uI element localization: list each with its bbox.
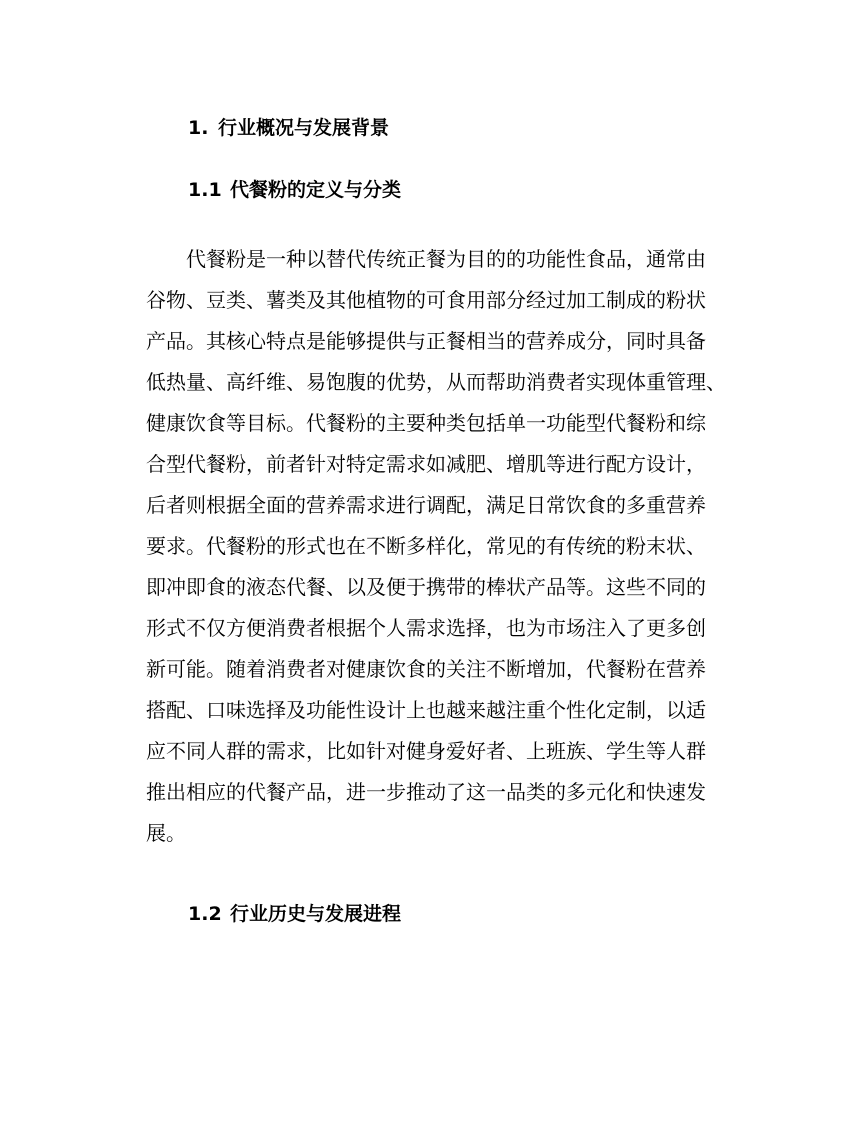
section-title: 行业历史与发展进程 xyxy=(230,903,402,925)
chapter-heading xyxy=(188,114,389,142)
paragraph-line: 形式不仅方便消费者根据个人需求选择，也为市场注入了更多创 xyxy=(146,616,706,640)
section-number: 1.2 xyxy=(188,903,222,925)
section-number: 1.1 xyxy=(188,179,222,201)
paragraph-line: 后者则根据全面的营养需求进行调配，满足日常饮食的多重营养 xyxy=(146,493,706,517)
paragraph-line: 推出相应的代餐产品，进一步推动了这一品类的多元化和快速发 xyxy=(146,780,706,804)
section-heading-1-2 xyxy=(188,900,401,928)
paragraph-line: 谷物、豆类、薯类及其他植物的可食用部分经过加工制成的粉状 xyxy=(146,288,706,312)
paragraph-line: 代餐粉是一种以替代传统正餐为目的的功能性食品，通常由 xyxy=(186,247,706,271)
section-heading-1-1 xyxy=(188,176,401,204)
section-title: 代餐粉的定义与分类 xyxy=(230,179,402,201)
paragraph-line: 搭配、口味选择及功能性设计上也越来越注重个性化定制，以适 xyxy=(146,698,706,722)
paragraph-line: 展。 xyxy=(146,821,186,845)
paragraph-line: 新可能。随着消费者对健康饮食的关注不断增加，代餐粉在营养 xyxy=(146,657,706,681)
paragraph-line: 要求。代餐粉的形式也在不断多样化，常见的有传统的粉末状、 xyxy=(146,534,706,558)
paragraph-line: 健康饮食等目标。代餐粉的主要种类包括单一功能型代餐粉和综 xyxy=(146,411,706,435)
paragraph-line: 合型代餐粉，前者针对特定需求如减肥、增肌等进行配方设计， xyxy=(146,452,706,476)
chapter-number: 1. xyxy=(188,117,209,139)
chapter-title: 行业概况与发展背景 xyxy=(218,117,390,139)
paragraph-line: 产品。其核心特点是能够提供与正餐相当的营养成分，同时具备 xyxy=(146,329,706,353)
paragraph-line: 低热量、高纤维、易饱腹的优势，从而帮助消费者实现体重管理、 xyxy=(146,370,726,394)
paragraph-line: 应不同人群的需求，比如针对健身爱好者、上班族、学生等人群 xyxy=(146,739,706,763)
paragraph-line: 即冲即食的液态代餐、以及便于携带的棒状产品等。这些不同的 xyxy=(146,575,706,599)
body-paragraph xyxy=(146,239,726,854)
